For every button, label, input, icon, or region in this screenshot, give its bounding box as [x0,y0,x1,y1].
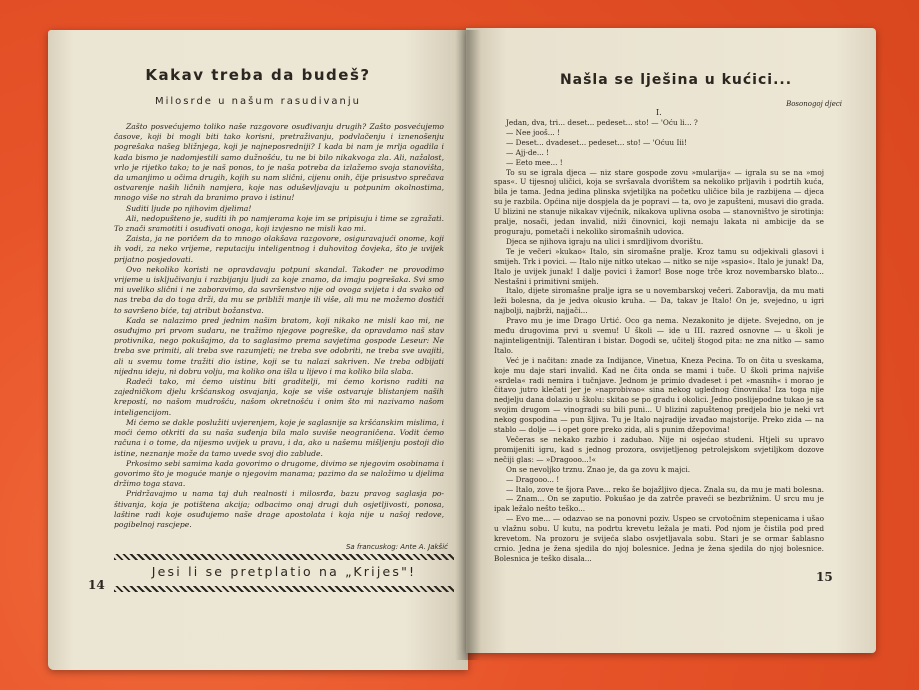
paragraph: To su se igrala djeca — niz stare gospode zovu »mularija« — igrala su se na »moj spas«. U tijesnoj uličici, koja se svršavala dvorištem sa nekoliko prljavih i podrtih kuća, bila je tama. Jedna jedina plinska svjetiljka na početku uličice bila je razbijena — djeca su je razbila. Općina nije dospjela da je popravi — ta, ovo je zapušteni, musavi dio grada. U blizini ne stanuje nikakav vijećnik, nikakova uplivna osoba — stanovništvo je sirotinja: pralje, nosači, jedan invalid, niži činovnici, koji nemaju lakata ni ambicije da se proguraju, pometači i nekoliko siromašnih udovica. [494,167,824,236]
paragraph: Pravo mu je ime Drago Urtić. Oco ga nema. Nezakonito je dijete. Svejedno, on je među drugovima prvi u svemu! U školi — ide u III. razred osnovne — u školi je najinteligentniji. Talentiran i bistar. Dogodi se, učitelj štogod pita: ne zna nitko — samo Italo. [494,316,824,355]
paragraph: Zašto posvećujemo toliko naše razgovore osuđivanju drugih? Zašto posvećujemo časove, koji bi mogli biti tako korisni, pretraživanju, podvlačenju i iznenošenju pogrešaka našeg bližnjega, koji je najneposredniji? I kada bi nam je mrlja ogadila i kada bismo je nadomjestili samo dužnošću, tu ne bi bilo nikakvoga zla. Ali, nažalost, vrlo je rijetko tako; to je naš ponos, to je naša potreba da izlažemo svoja stanovišta, da umanjimo u očima drugih, kojih su nam slični, cijenu onih, čije prisustvo sprečava ostvarenje naših ličnih namjera, koje nas oduševljavaju u potpunim okolnostima, mnogo više no strah da branimo pravo i istinu! [114,122,444,203]
paragraph: — Dragooo... ! [506,474,560,484]
paragraph: Suditi ljude po njihovim djelima! [126,203,252,213]
article-title: Kakav treba da budeš? [145,66,371,84]
article-subtitle: Milosrde u našum rasudivanju [155,96,361,107]
paragraph: — Italo, zove te šjora Pave... reko še bojažljivo djeca. Znala su, da mu je mati bolesna. [506,484,824,494]
translator-signature: Sa francuskog: Ante A. Jakšić [345,543,448,551]
paragraph: Pridržavajmo u nama taj duh realnosti i milosrđa, bazu pravog saglasja poštivanja, koja je potištena akcija; odbacimo onaj drugi duh osjetljivosti, ponosa, laštine radi koje osuđujemo naše drage apostolata i koja nije u našoj redove, pogibelnoj rascjepe. [114,489,444,529]
paragraph: Jedan, dva, tri... deset... pedeset... sto! — 'Oću li... ? [506,118,698,127]
paragraph: Djeca se njihova igraju na ulici i smrdljivom dvorištu. [506,236,704,246]
paragraph: Kada se nalazimo pred jednim našim bratom, koji nikako ne misli kao mi, ne osuđujmo pri prvom sudaru, ne tražimo njegove pogreške, da opravdamo naš stav protivnika, nego pokušajmo, da to saglasimo prema savjetima gospode Leseur: Ne treba sve primiti, ali treba sve razumjeti; ne treba sve odobriti, ne treba sve uvajiti, ali u svemu tome tražiti dio istine, koji se tu nalazi sakriven. Ne treba odbijati nijednu ideju, ni dobru volju, ma koliko ona išla u lijevo i ma koliko bila slaba. [114,315,444,376]
paragraph: Mi ćemo se dakle poslužiti uvjerenjem, koje je saglasnije sa kršćanskim mislima, i moći ćemo otkriti da su naša suđenja bila malo suviše neograničena. Vodit ćemo računa i o tome, da nijesmo uvijek u pravu, i da, ako u našemu mišljenju postoji dio istine, neznanje može da tamo uvede svoj dio zablude. [114,417,444,458]
article-body [114,122,444,530]
paragraph: — Eeto mee... ! [506,157,563,167]
paragraph: Večeras se nekako razbio i zadubao. Nije ni osjećao studeni. Htjeli su upravo promijeniti igru, kad s jednog prozora, osvijetljenog petrolejskom svjetiljkom dozove nečiji glas: — »Dragooo...!« [494,435,824,464]
paragraph: — Deset... dvadeset... pedeset... sto! — 'Oćuu Iii! [506,137,687,147]
banner-border-bottom [114,586,454,592]
paragraph: — Evo me... — odazvao se na ponovni poziv. Uspeo se crvotočnim stepenicama i ušao u vlažnu sobu. U kutu, na podrtu krevetu ležala je mati. Pod njom je čistila pod pred krevetom. Na prozoru je svijeća slabo osvjetljavala sobu. Stari je se ormar šablasno crnio. Jedna je žena sjedila do njoj bolesnice. Jedna je žena sjedila do njoj bolesnice. Bolesnica je teško disala... [494,514,824,563]
page-number: 14 [88,578,105,592]
paragraph: — Znam... On se zaputio. Pokušao je da zatrče praveći se bezbrižnim. U srcu mu je ipak ležalo nešto teško... [494,494,824,514]
paragraph: Te je večeri »kukao« Italo, sin siromašne pralje. Kroz tamu su odjekivali glasovi i smijeh. Trk i povici. — Italo nije nitko utekao — nitko se nije »spasio«. Italo je junak! Da, Italo je uvijek junak! I dalje povici i žamor! Bose noge trče kroz novembarsko blato... Nestašni i primitivni smijeh. [494,246,824,286]
paragraph: Već je i načitan: znade za Indijance, Vinetua, Kneza Pecina. To on čita u sveskama, koje mu daje stari invalid. Kad ne čita onda se mami i tuče. U školi prima najviše »srdela« radi nemira i tučnjave. Jednom je primio dvadeset i pet »masnih« i morao je čitavo jutro klečati jer je »naprobivao« sina nekog uglednog činovnika! Iza toga nije nedjelju dana dolazio u školu: skitao se po gradu i okolici. Jedno poslijepodne tukao je sa svojim drugom — vinogradi su bili puni... U blizini zapuštenog predjela bio je neki vrt nekog gospodina — pun šljiva. Tu je Italo najradije izvađao majstorije. Preko zida — na stablo — dolje — i opet gore preko zida, ali s punim džepovima! [494,355,824,435]
paragraph: — Nee jooš... ! [506,127,560,137]
paragraph: Prkosimo sebi samima kada govorimo o drugome, divimo se njegovim osobinama i govorimo što je moguće manje o njegovim manama; pazimo da se naložimo u djelima držimo toga stava. [114,458,444,489]
paragraph: Ali, nedopušteno je, suditi ih po namjerama koje im se pripisuju i time se zgražati. To znači sramotiti i osuđivati onoga, koji izvjesno ne misli kao mi. [114,213,444,234]
paragraph: Radeći tako, mi ćemo uistinu biti graditelji, mi ćemo korisno raditi na zajedničkom djelu kršćanskog osvajanja, koje se više ostvaruje blistanjem naših krepostí, no našom mudrošću, našom okretnošću i onim što mi nazivamo našom inteligencijom. [114,377,444,417]
paragraph: Ovo nekoliko koristi ne opravdavaju potpuni skandal. Također ne provodimo vrijeme u isključivanju i razbijanju ljudi za koje znamo, da imaju pogrešaka. Svi smo mi uveliko slični i ne zaboravimo, da savršenstvo nije od ovoga svijeta i da svako od nas treba da do toga drži, da mu se približi manje ili više, ali mu ne možemo dostići to savršeno biće, taj atribut božanstva. [114,264,444,315]
book-gutter [455,30,481,660]
banner-border-top [114,554,454,560]
section-number: I. [656,108,662,117]
paragraph: — Ajj-de... ! [506,147,550,157]
banner-text: Jesi li se pretplatio na „Krijes"! [151,564,417,579]
paragraph: Italo, dijete siromašne pralje igra se u novembarskoj večeri. Zaboravlja, da mu mati leži bolesna, da je jedva okusio kruha. — Da, takav je Italo! On je, svejedno, u igri najbolji, najbrži, najjači... [494,286,824,316]
subscription-banner [114,550,454,598]
page-number: 15 [816,570,833,584]
story-body [494,118,824,564]
left-page [48,30,468,670]
paragraph: Zaista, ja ne poričem da to mnogo olakšava razgovore, osiguravajući onome, koji ih vodi, za neko vrijeme, reputaciju inteligentnog i duhovitog čovjeka, što je uvijek prijatno posjedovati. [114,234,444,264]
story-title: Našla se lješina u kućici... [559,72,793,88]
paragraph: On se nevoljko trznu. Znao je, da ga zovu k majci. [506,464,691,474]
right-page [466,28,876,653]
dedication: Bosonogoj djeci [786,100,842,108]
